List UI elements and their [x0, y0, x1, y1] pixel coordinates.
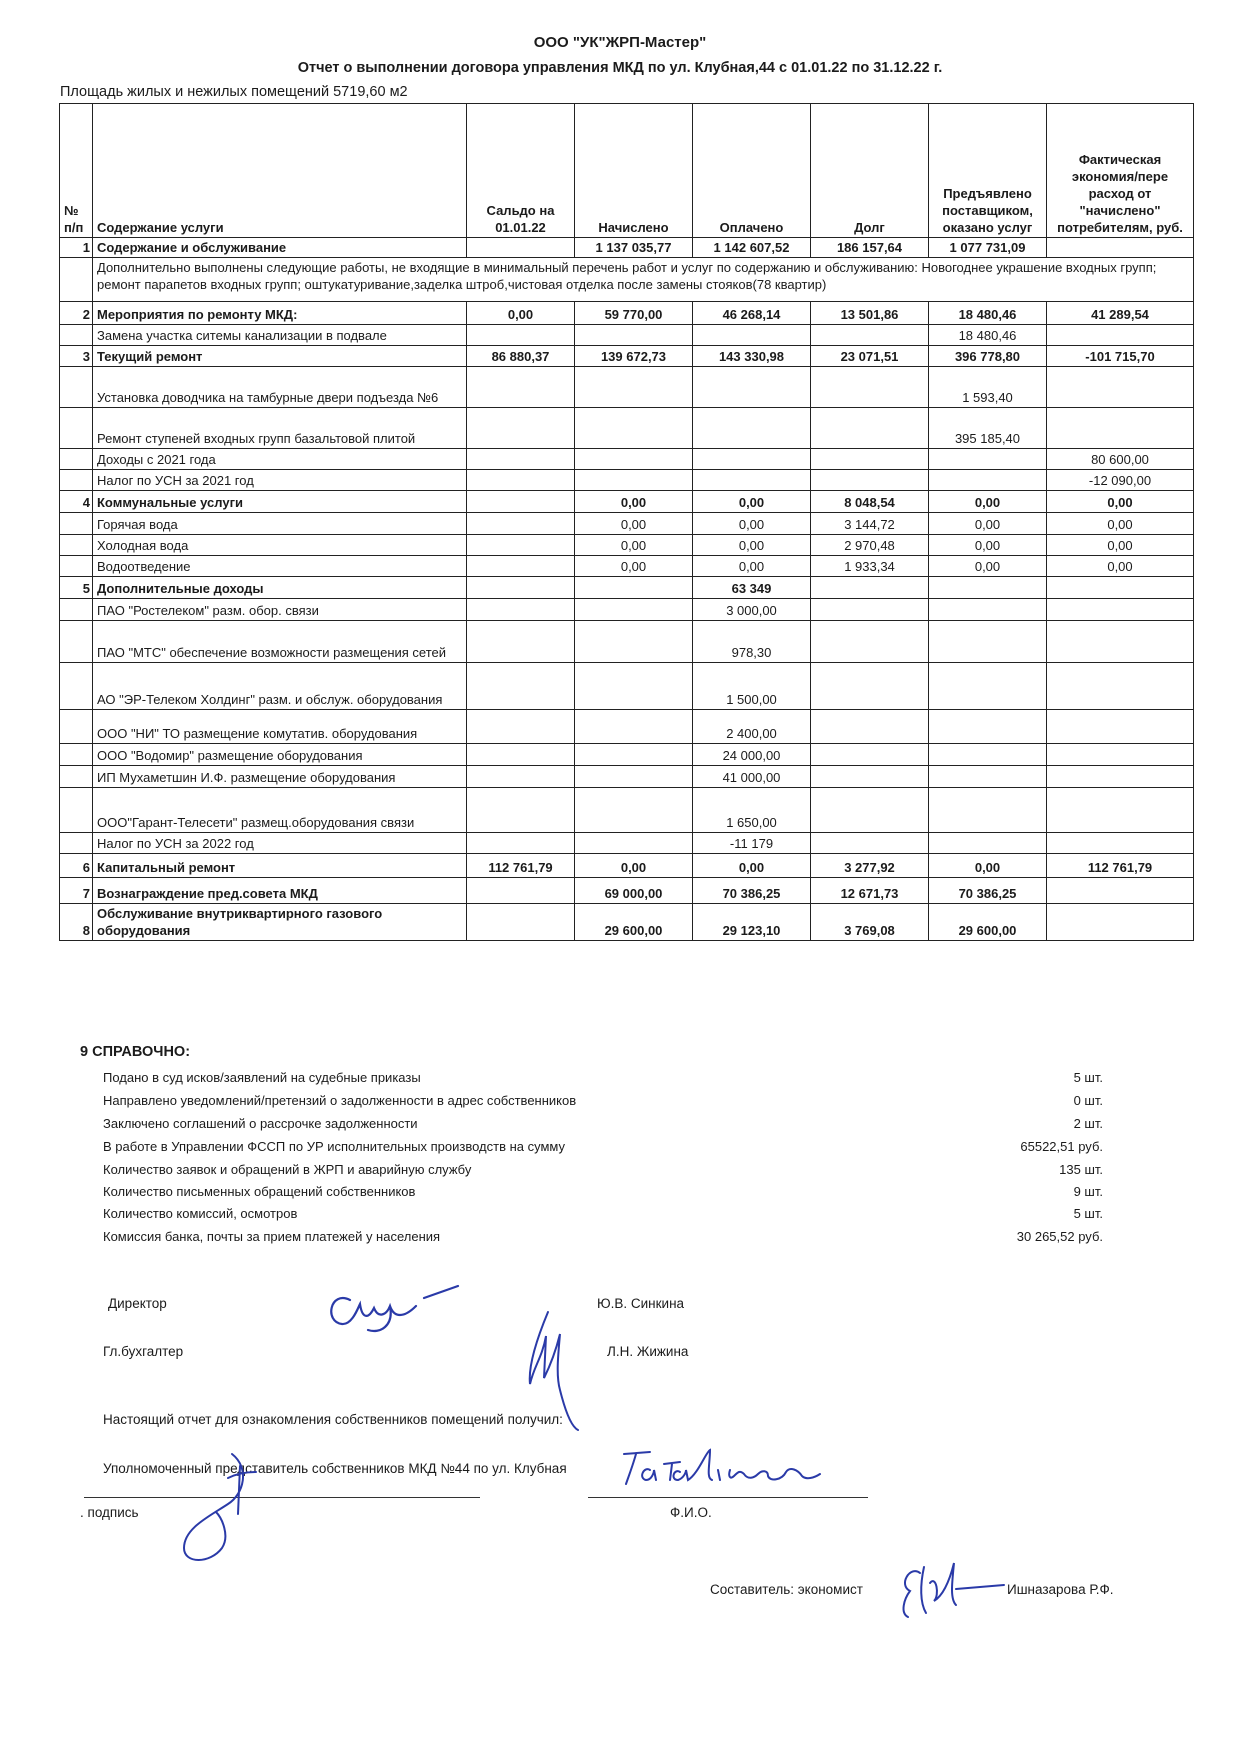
cell-presented [929, 788, 1047, 833]
cell-economy: 0,00 [1047, 556, 1194, 577]
cell-presented [929, 470, 1047, 491]
service-name: Замена участка ситемы канализации в подвале [93, 325, 467, 346]
cell-paid: 29 123,10 [693, 904, 811, 941]
cell-presented: 18 480,46 [929, 302, 1047, 325]
cell-charged: 1 137 035,77 [575, 238, 693, 258]
cell-charged [575, 325, 693, 346]
fio-line [588, 1497, 868, 1498]
service-name: Налог по УСН за 2022 год [93, 833, 467, 854]
compiler-signature-icon [880, 1555, 1010, 1625]
service-name: ПАО "Ростелеком" разм. обор. связи [93, 599, 467, 621]
cell-paid: 143 330,98 [693, 346, 811, 367]
service-name: Текущий ремонт [93, 346, 467, 367]
reference-item-label: Направлено уведомлений/претензий о задолженности в адрес собственников [103, 1093, 577, 1108]
cell-economy [1047, 833, 1194, 854]
director-label: Директор [108, 1296, 167, 1311]
service-name: ООО "НИ" ТО размещение комутатив. оборудования [93, 710, 467, 744]
cell-debt: 1 933,34 [811, 556, 929, 577]
table-row [60, 833, 1194, 854]
cell-charged [575, 663, 693, 710]
cell-economy [1047, 621, 1194, 663]
cell-paid: 2 400,00 [693, 710, 811, 744]
row-number: 5 [60, 577, 93, 599]
cell-charged [575, 470, 693, 491]
cell-presented [929, 663, 1047, 710]
cell-saldo [467, 513, 575, 535]
row-number [60, 408, 93, 449]
service-name: Установка доводчика на тамбурные двери подъезда №6 [93, 367, 467, 408]
cell-economy [1047, 744, 1194, 766]
cell-charged [575, 621, 693, 663]
row-number [60, 766, 93, 788]
reference-item-value: 135 шт. [1059, 1162, 1103, 1177]
cell-paid: 63 349 [693, 577, 811, 599]
row-number [60, 621, 93, 663]
cell-economy [1047, 878, 1194, 904]
cell-debt: 8 048,54 [811, 491, 929, 513]
table-row [60, 535, 1194, 556]
cell-charged: 69 000,00 [575, 878, 693, 904]
row-number [60, 367, 93, 408]
cell-charged [575, 449, 693, 470]
table-row [60, 663, 1194, 710]
cell-presented [929, 577, 1047, 599]
reference-item-value: 5 шт. [1073, 1070, 1103, 1085]
report-table-body [60, 238, 1194, 941]
fio-label: Ф.И.О. [670, 1505, 712, 1520]
cell-economy [1047, 904, 1194, 941]
reference-heading [80, 1044, 190, 1060]
cell-saldo: 0,00 [467, 302, 575, 325]
cell-charged: 0,00 [575, 491, 693, 513]
reference-item-label: Количество комиссий, осмотров [103, 1206, 298, 1221]
cell-debt: 186 157,64 [811, 238, 929, 258]
signature-label: . подпись [80, 1505, 139, 1520]
service-name: ПАО "МТС" обеспечение возможности размещения сетей [93, 621, 467, 663]
col-num-header: № п/п [60, 104, 93, 238]
row-number [60, 470, 93, 491]
cell-economy: 0,00 [1047, 535, 1194, 556]
reference-item-label: Подано в суд исков/заявлений на судебные приказы [103, 1070, 421, 1085]
cell-presented: 70 386,25 [929, 878, 1047, 904]
cell-presented [929, 744, 1047, 766]
row-number [60, 599, 93, 621]
cell-presented [929, 449, 1047, 470]
service-name: Ремонт ступеней входных групп базальтовой плитой [93, 408, 467, 449]
row-number: 4 [60, 491, 93, 513]
row-number [60, 710, 93, 744]
service-name: Содержание и обслуживание [93, 238, 467, 258]
cell-saldo [467, 788, 575, 833]
row-number: 8 [60, 904, 93, 941]
cell-saldo [467, 238, 575, 258]
service-name: Налог по УСН за 2021 год [93, 470, 467, 491]
cell-presented [929, 599, 1047, 621]
cell-debt [811, 766, 929, 788]
cell-debt: 13 501,86 [811, 302, 929, 325]
col-debt-header: Долг [811, 104, 929, 238]
table-row [60, 449, 1194, 470]
director-name: Ю.В. Синкина [597, 1296, 685, 1311]
row-number [60, 449, 93, 470]
additional-works-note: Дополнительно выполнены следующие работы, не входящие в минимальный перечень работ и услуг по содержанию и обслуживанию: Новогоднее украшение входных групп; ремонт парапетов входных групп; оштукатуривание,заделка штроб,чистовая отделка после замены стояков(78 квартир) [93, 258, 1194, 302]
table-row [60, 854, 1194, 878]
cell-economy: -101 715,70 [1047, 346, 1194, 367]
cell-economy: 80 600,00 [1047, 449, 1194, 470]
table-row [60, 325, 1194, 346]
received-text: Настоящий отчет для ознакомления собственников помещений получил: [103, 1412, 563, 1427]
table-row [60, 577, 1194, 599]
cell-charged: 0,00 [575, 556, 693, 577]
table-row [60, 367, 1194, 408]
compiler-name: Ишназарова Р.Ф. [1007, 1582, 1114, 1597]
cell-charged [575, 599, 693, 621]
service-name: Вознаграждение пред.совета МКД [93, 878, 467, 904]
cell-saldo [467, 878, 575, 904]
cell-saldo [467, 904, 575, 941]
service-name: ИП Мухаметшин И.Ф. размещение оборудования [93, 766, 467, 788]
table-row [60, 788, 1194, 833]
cell-economy [1047, 408, 1194, 449]
cell-presented: 0,00 [929, 556, 1047, 577]
reference-item-label: В работе в Управлении ФССП по УР исполнительных производств на сумму [103, 1139, 566, 1154]
cell-paid: 0,00 [693, 513, 811, 535]
cell-presented: 18 480,46 [929, 325, 1047, 346]
row-number [60, 513, 93, 535]
cell-economy [1047, 788, 1194, 833]
cell-debt: 12 671,73 [811, 878, 929, 904]
cell-economy [1047, 663, 1194, 710]
cell-economy: -12 090,00 [1047, 470, 1194, 491]
cell-paid [693, 470, 811, 491]
cell-paid: 24 000,00 [693, 744, 811, 766]
cell-charged [575, 788, 693, 833]
representative-text: Уполномоченный представитель собственников МКД №44 по ул. Клубная [103, 1461, 567, 1476]
cell-economy [1047, 710, 1194, 744]
row-number [60, 788, 93, 833]
reference-item-value: 0 шт. [1073, 1093, 1103, 1108]
cell-economy [1047, 577, 1194, 599]
cell-economy [1047, 766, 1194, 788]
cell-debt [811, 833, 929, 854]
row-number: 3 [60, 346, 93, 367]
accountant-label: Гл.бухгалтер [103, 1344, 184, 1359]
cell-presented [929, 621, 1047, 663]
cell-saldo [467, 621, 575, 663]
cell-presented [929, 833, 1047, 854]
service-name: Коммунальные услуги [93, 491, 467, 513]
cell-charged: 0,00 [575, 854, 693, 878]
cell-charged [575, 710, 693, 744]
reference-item-value: 9 шт. [1073, 1184, 1103, 1199]
cell-economy [1047, 367, 1194, 408]
cell-paid: -11 179 [693, 833, 811, 854]
cell-saldo [467, 663, 575, 710]
cell-paid: 1 500,00 [693, 663, 811, 710]
cell-economy [1047, 238, 1194, 258]
row-number [60, 535, 93, 556]
table-row [60, 599, 1194, 621]
director-signature-icon [320, 1278, 470, 1338]
cell-presented: 1 593,40 [929, 367, 1047, 408]
table-row [60, 346, 1194, 367]
service-name: Обслуживание внутриквартирного газового оборудования [93, 904, 467, 941]
reference-item-value: 30 265,52 руб. [1016, 1229, 1103, 1244]
cell-debt: 2 970,48 [811, 535, 929, 556]
cell-presented: 0,00 [929, 491, 1047, 513]
cell-debt [811, 744, 929, 766]
reference-item-value: 65522,51 руб. [1020, 1139, 1103, 1154]
cell-paid: 978,30 [693, 621, 811, 663]
row-number: 1 [60, 238, 93, 258]
reference-item-label: Комиссия банка, почты за прием платежей у населения [103, 1229, 441, 1244]
cell-charged: 0,00 [575, 513, 693, 535]
cell-debt [811, 599, 929, 621]
cell-debt [811, 470, 929, 491]
cell-paid [693, 408, 811, 449]
cell-presented: 396 778,80 [929, 346, 1047, 367]
cell-charged [575, 766, 693, 788]
cell-paid: 0,00 [693, 491, 811, 513]
row-number: 2 [60, 302, 93, 325]
table-row [60, 621, 1194, 663]
cell-paid [693, 325, 811, 346]
cell-charged: 29 600,00 [575, 904, 693, 941]
cell-saldo [467, 744, 575, 766]
row-number: 6 [60, 854, 93, 878]
service-name: Капитальный ремонт [93, 854, 467, 878]
cell-debt [811, 325, 929, 346]
row-number [60, 258, 93, 302]
cell-saldo: 86 880,37 [467, 346, 575, 367]
col-saldo-header: Сальдо на 01.01.22 [467, 104, 575, 238]
service-name: Горячая вода [93, 513, 467, 535]
cell-presented: 0,00 [929, 513, 1047, 535]
cell-saldo [467, 449, 575, 470]
cell-economy: 0,00 [1047, 513, 1194, 535]
col-paid-header: Оплачено [693, 104, 811, 238]
cell-paid: 1 142 607,52 [693, 238, 811, 258]
cell-saldo [467, 599, 575, 621]
row-number [60, 556, 93, 577]
cell-presented: 29 600,00 [929, 904, 1047, 941]
cell-paid [693, 449, 811, 470]
table-row [60, 710, 1194, 744]
row-number [60, 744, 93, 766]
cell-paid: 3 000,00 [693, 599, 811, 621]
cell-saldo [467, 577, 575, 599]
service-name: АО "ЭР-Телеком Холдинг" разм. и обслуж. оборудования [93, 663, 467, 710]
cell-debt: 3 769,08 [811, 904, 929, 941]
table-row [60, 766, 1194, 788]
reference-item-value: 5 шт. [1073, 1206, 1103, 1221]
table-note-row [60, 258, 1194, 302]
area-info: Площадь жилых и нежилых помещений 5719,60 м2 [60, 84, 408, 100]
table-row [60, 238, 1194, 258]
service-name: Холодная вода [93, 535, 467, 556]
representative-signature-icon [170, 1448, 280, 1568]
cell-debt: 3 277,92 [811, 854, 929, 878]
cell-saldo [467, 408, 575, 449]
cell-debt: 23 071,51 [811, 346, 929, 367]
cell-saldo [467, 556, 575, 577]
cell-economy [1047, 599, 1194, 621]
cell-paid: 46 268,14 [693, 302, 811, 325]
cell-paid: 1 650,00 [693, 788, 811, 833]
handwritten-name-icon [610, 1444, 870, 1494]
cell-debt [811, 408, 929, 449]
service-name: ООО"Гарант-Телесети" размещ.оборудования связи [93, 788, 467, 833]
cell-charged [575, 577, 693, 599]
cell-economy: 112 761,79 [1047, 854, 1194, 878]
cell-charged [575, 367, 693, 408]
cell-saldo [467, 325, 575, 346]
cell-saldo [467, 833, 575, 854]
reference-title: СПРАВОЧНО: [92, 1044, 191, 1060]
cell-economy: 41 289,54 [1047, 302, 1194, 325]
cell-debt [811, 367, 929, 408]
cell-saldo [467, 535, 575, 556]
row-number [60, 833, 93, 854]
table-row [60, 904, 1194, 941]
service-name: Дополнительные доходы [93, 577, 467, 599]
cell-paid: 0,00 [693, 556, 811, 577]
cell-debt [811, 577, 929, 599]
service-name: Доходы с 2021 года [93, 449, 467, 470]
cell-charged [575, 744, 693, 766]
service-name: Мероприятия по ремонту МКД: [93, 302, 467, 325]
col-presented-header: Предъявлено поставщиком, оказано услуг [929, 104, 1047, 238]
cell-charged: 0,00 [575, 535, 693, 556]
cell-saldo: 112 761,79 [467, 854, 575, 878]
cell-debt [811, 788, 929, 833]
table-row [60, 513, 1194, 535]
table-row [60, 556, 1194, 577]
row-number [60, 325, 93, 346]
compiler-label: Составитель: экономист [710, 1582, 863, 1597]
col-economy-header: Фактическая экономия/пере расход от "начислено" потребителям, руб. [1047, 104, 1194, 238]
cell-paid: 0,00 [693, 854, 811, 878]
cell-paid: 0,00 [693, 535, 811, 556]
cell-presented [929, 766, 1047, 788]
signature-line [84, 1497, 480, 1498]
table-row [60, 408, 1194, 449]
cell-debt [811, 663, 929, 710]
cell-saldo [467, 491, 575, 513]
report-title: Отчет о выполнении договора управления МКД по ул. Клубная,44 с 01.01.22 по 31.12.22 г. [297, 60, 943, 76]
cell-paid [693, 367, 811, 408]
cell-charged: 59 770,00 [575, 302, 693, 325]
cell-debt [811, 449, 929, 470]
reference-item-value: 2 шт. [1073, 1116, 1103, 1131]
table-row [60, 491, 1194, 513]
cell-presented: 0,00 [929, 854, 1047, 878]
reference-item-label: Количество заявок и обращений в ЖРП и аварийную службу [103, 1162, 472, 1177]
accountant-signature-icon [520, 1306, 590, 1436]
table-row [60, 744, 1194, 766]
cell-saldo [467, 766, 575, 788]
company-name: ООО "УК"ЖРП-Мастер" [533, 34, 707, 51]
table-row [60, 878, 1194, 904]
reference-num: 9 [80, 1044, 89, 1060]
cell-economy [1047, 325, 1194, 346]
cell-paid: 70 386,25 [693, 878, 811, 904]
reference-item-label: Количество письменных обращений собственников [103, 1184, 416, 1199]
cell-debt [811, 621, 929, 663]
cell-presented: 0,00 [929, 535, 1047, 556]
service-name: ООО "Водомир" размещение оборудования [93, 744, 467, 766]
cell-presented [929, 710, 1047, 744]
cell-debt: 3 144,72 [811, 513, 929, 535]
table-row [60, 470, 1194, 491]
cell-charged [575, 833, 693, 854]
cell-saldo [467, 470, 575, 491]
cell-charged: 139 672,73 [575, 346, 693, 367]
cell-charged [575, 408, 693, 449]
row-number [60, 663, 93, 710]
cell-presented: 395 185,40 [929, 408, 1047, 449]
row-number: 7 [60, 878, 93, 904]
cell-economy: 0,00 [1047, 491, 1194, 513]
accountant-name: Л.Н. Жижина [607, 1344, 689, 1359]
cell-paid: 41 000,00 [693, 766, 811, 788]
cell-saldo [467, 367, 575, 408]
col-charged-header: Начислено [575, 104, 693, 238]
cell-debt [811, 710, 929, 744]
col-service-header: Содержание услуги [93, 104, 467, 238]
table-row [60, 302, 1194, 325]
reference-item-label: Заключено соглашений о рассрочке задолженности [103, 1116, 418, 1131]
cell-saldo [467, 710, 575, 744]
cell-presented: 1 077 731,09 [929, 238, 1047, 258]
service-name: Водоотведение [93, 556, 467, 577]
report-table [59, 103, 1194, 941]
